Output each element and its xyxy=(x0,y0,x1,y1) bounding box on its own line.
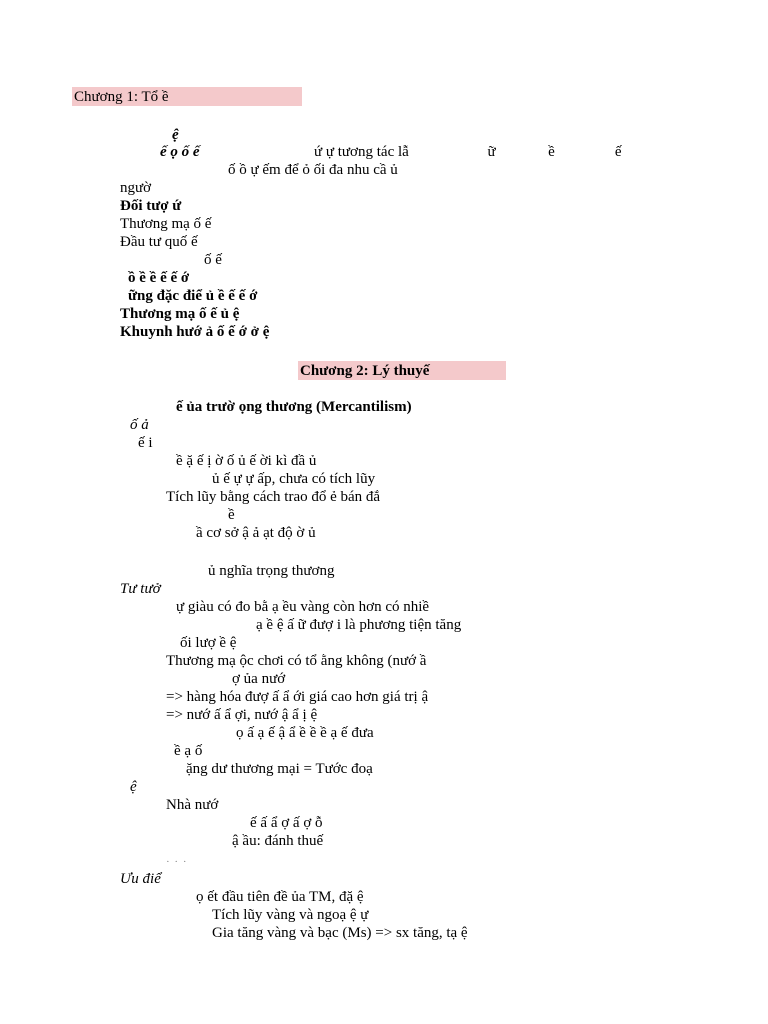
c1-line: ố ế xyxy=(204,252,222,268)
c1-line: ệ xyxy=(172,127,179,143)
c2-line: ọ ấ ạ ế ậ ẩ ề ề ề ạ ế đưa xyxy=(236,725,374,741)
c2-line: ế ủa trườ ọng thương (Mercantilism) xyxy=(176,399,412,415)
c2-line: ối lượ ề ệ xyxy=(180,635,237,651)
c1-line: Đối tượ ứ xyxy=(120,198,182,214)
c2-line: ệ xyxy=(130,779,137,795)
c2-line: ố ả xyxy=(130,417,149,433)
c2-line: ủ ế ự ự ấp, chưa có tích lũy xyxy=(212,471,376,487)
c1-line: Đầu tư quố ế xyxy=(120,234,198,250)
c1-line: ững đặc điể ủ ề ế ế ớ xyxy=(128,288,258,304)
c2-line: Thương mạ ộc chơi có tổ ằng không (nướ ầ xyxy=(166,653,427,669)
c2-line: => nướ ấ ẩ ợi, nướ ậ ẩ ị ệ xyxy=(166,707,318,723)
c2-line: Ưu điể xyxy=(120,871,161,887)
c2-line: ậ ầu: đánh thuế xyxy=(232,833,324,849)
c1-line: ố ồ ự ếm để ỏ ối đa nhu cầ ủ xyxy=(228,162,398,178)
c2-line: ề ặ ế ị ờ ố ủ ế ời kì đầ ủ xyxy=(176,453,317,469)
c2-line: Gia tăng vàng và bạc (Ms) => sx tăng, tạ ệ xyxy=(212,925,468,941)
c2-line: ọ ết đầu tiên đề ủa TM, đặ ệ xyxy=(196,889,364,905)
c1-line: Khuynh hướ ả ố ế ớ ở ệ xyxy=(120,324,270,340)
chapter2-heading: Chương 2: Lý thuyế xyxy=(300,363,430,379)
c2-line: ầ cơ sở ậ ả ạt độ ờ ủ xyxy=(196,525,316,541)
c2-line: ự giàu có đo bằ ạ ều vàng còn hơn có nhiề xyxy=(176,599,430,615)
c2-line: ề xyxy=(228,507,235,523)
c2-line: ạ ề ệ ấ ữ đượ i là phương tiện tăng xyxy=(256,617,462,633)
c1-line: Thương mạ ố ế ủ ệ xyxy=(120,306,240,322)
c2-line: Tích lũy vàng và ngoạ ệ ự xyxy=(212,907,369,923)
c1-line: ế ọ ố ế xyxy=(160,144,200,160)
c2-line: Nhà nướ xyxy=(166,797,219,813)
c2-line: Tư tưở xyxy=(120,581,161,597)
c1-line: ồ ề ề ế ế ớ xyxy=(128,270,190,286)
c2-line: ặng dư thương mại = Tước đoạ xyxy=(186,761,373,777)
c2-line: ế i xyxy=(138,435,153,451)
c1-line: ngườ xyxy=(120,180,152,196)
ellipsis-mark: · · · xyxy=(166,856,188,868)
c2-line: => hàng hóa đượ ấ ẩ ới giá cao hơn giá trị ậ xyxy=(166,689,429,705)
c2-line: ế ấ ẩ ợ ấ ợ ỗ xyxy=(250,815,323,831)
c2-line: ợ ủa nướ xyxy=(232,671,286,687)
c1-line: ứ ự tương tác lẫ ữ ề ế xyxy=(314,144,622,160)
c2-line: ề ạ ố xyxy=(174,743,203,759)
c2-line: Tích lũy bằng cách trao đổ ẻ bán đắ xyxy=(166,489,381,505)
c2-line: ủ nghĩa trọng thương xyxy=(208,563,335,579)
c1-line: Thương mạ ố ế xyxy=(120,216,212,232)
chapter1-heading: Chương 1: Tổ ề xyxy=(74,89,169,105)
